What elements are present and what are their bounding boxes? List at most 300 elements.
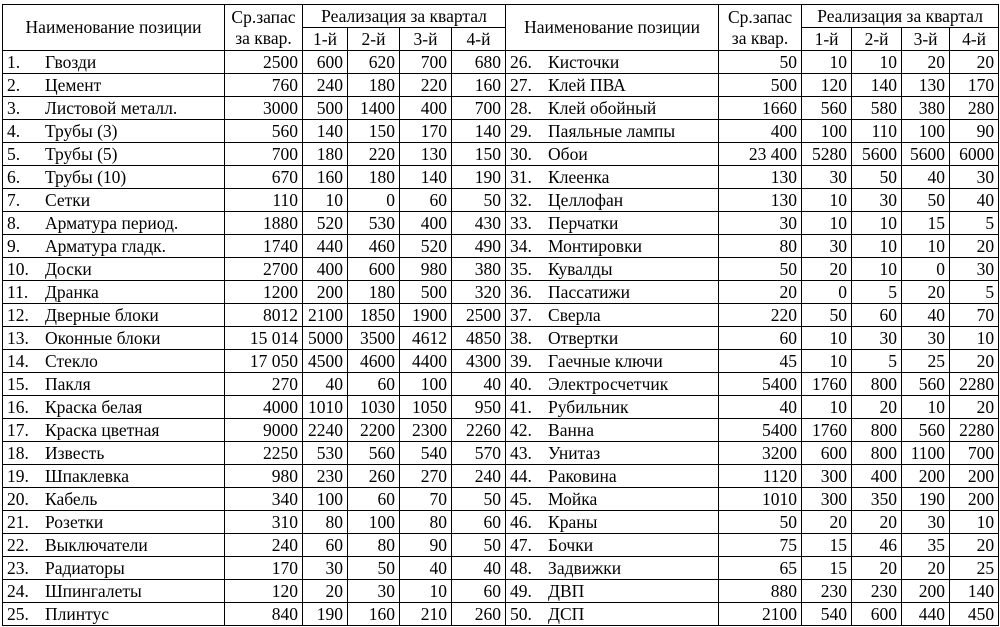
stock-cell: 65 bbox=[719, 557, 802, 580]
stock-cell: 670 bbox=[225, 166, 303, 189]
stock-cell: 3200 bbox=[719, 442, 802, 465]
item-index: 32. bbox=[510, 189, 532, 210]
quarter-3-cell: 30 bbox=[902, 327, 950, 350]
item-index: 38. bbox=[510, 327, 532, 348]
item-name-cell bbox=[3, 557, 225, 580]
table-row bbox=[3, 511, 999, 534]
item-name-cell bbox=[506, 511, 719, 534]
item-name-cell bbox=[506, 488, 719, 511]
table-row bbox=[3, 419, 999, 442]
stock-cell: 5400 bbox=[719, 373, 802, 396]
quarter-4-cell: 5 bbox=[950, 212, 999, 235]
quarter-2-cell: 30 bbox=[348, 580, 400, 603]
quarter-3-cell: 35 bbox=[902, 534, 950, 557]
stock-cell: 1660 bbox=[719, 97, 802, 120]
quarter-4-cell: 280 bbox=[950, 97, 999, 120]
quarter-3-cell: 20 bbox=[902, 281, 950, 304]
quarter-2-cell: 600 bbox=[348, 258, 400, 281]
quarter-3-cell: 500 bbox=[400, 281, 452, 304]
stock-cell: 1200 bbox=[225, 281, 303, 304]
stock-cell: 9000 bbox=[225, 419, 303, 442]
quarter-4-cell: 60 bbox=[452, 580, 506, 603]
quarter-3-cell: 1900 bbox=[400, 304, 452, 327]
item-name-cell bbox=[506, 350, 719, 373]
item-name: Плинтус bbox=[45, 603, 110, 624]
quarter-4-cell: 50 bbox=[452, 488, 506, 511]
quarter-1-cell: 4500 bbox=[303, 350, 348, 373]
table-row bbox=[3, 580, 999, 603]
stock-cell: 60 bbox=[719, 327, 802, 350]
item-index: 1. bbox=[7, 51, 21, 72]
table-row bbox=[3, 327, 999, 350]
quarter-1-cell: 60 bbox=[303, 534, 348, 557]
item-index: 23. bbox=[7, 557, 29, 578]
item-index: 39. bbox=[510, 350, 532, 371]
item-name: Обои bbox=[548, 143, 588, 164]
item-name-cell bbox=[3, 603, 225, 626]
item-name: Клей ПВА bbox=[548, 74, 626, 95]
quarter-4-cell: 700 bbox=[950, 442, 999, 465]
quarter-2-cell: 220 bbox=[348, 143, 400, 166]
item-name: Задвижки bbox=[548, 557, 622, 578]
item-index: 42. bbox=[510, 419, 532, 440]
item-index: 6. bbox=[7, 166, 21, 187]
quarter-3-cell: 400 bbox=[400, 212, 452, 235]
header-stock-line2: за квар. bbox=[235, 27, 292, 48]
item-name: Клеенка bbox=[548, 166, 610, 187]
item-index: 2. bbox=[7, 74, 21, 95]
header-q3-left: 3-й bbox=[400, 28, 452, 51]
quarter-2-cell: 80 bbox=[348, 534, 400, 557]
table-row bbox=[3, 189, 999, 212]
item-name-cell bbox=[506, 281, 719, 304]
quarter-1-cell: 160 bbox=[303, 166, 348, 189]
item-name: ДВП bbox=[548, 580, 585, 601]
item-name-cell bbox=[506, 74, 719, 97]
quarter-1-cell: 10 bbox=[802, 350, 852, 373]
quarter-2-cell: 1030 bbox=[348, 396, 400, 419]
quarter-3-cell: 20 bbox=[902, 557, 950, 580]
stock-cell: 120 bbox=[225, 580, 303, 603]
quarter-4-cell: 10 bbox=[950, 511, 999, 534]
stock-cell: 110 bbox=[225, 189, 303, 212]
quarter-4-cell: 380 bbox=[452, 258, 506, 281]
inventory-table bbox=[2, 4, 999, 626]
quarter-1-cell: 560 bbox=[802, 97, 852, 120]
item-name-cell bbox=[506, 580, 719, 603]
quarter-2-cell: 3500 bbox=[348, 327, 400, 350]
quarter-3-cell: 10 bbox=[902, 396, 950, 419]
item-name: Пассатижи bbox=[548, 281, 630, 302]
stock-cell: 30 bbox=[719, 212, 802, 235]
quarter-2-cell: 60 bbox=[348, 488, 400, 511]
table-row bbox=[3, 557, 999, 580]
item-name: Кувалды bbox=[548, 258, 613, 279]
quarter-2-cell: 150 bbox=[348, 120, 400, 143]
item-index: 35. bbox=[510, 258, 532, 279]
quarter-1-cell: 440 bbox=[303, 235, 348, 258]
table-row bbox=[3, 465, 999, 488]
quarter-2-cell: 800 bbox=[852, 373, 902, 396]
quarter-1-cell: 2100 bbox=[303, 304, 348, 327]
quarter-3-cell: 15 bbox=[902, 212, 950, 235]
table-row bbox=[3, 74, 999, 97]
item-name: Клей обойный bbox=[548, 97, 657, 118]
quarter-2-cell: 4600 bbox=[348, 350, 400, 373]
item-name-cell bbox=[3, 143, 225, 166]
item-name-cell bbox=[3, 534, 225, 557]
quarter-2-cell: 580 bbox=[852, 97, 902, 120]
item-name-cell bbox=[506, 143, 719, 166]
item-name-cell bbox=[506, 534, 719, 557]
quarter-4-cell: 240 bbox=[452, 465, 506, 488]
item-name-cell bbox=[3, 258, 225, 281]
item-name: Трубы (3) bbox=[45, 120, 118, 141]
item-name: Дверные блоки bbox=[45, 304, 159, 325]
quarter-2-cell: 1400 bbox=[348, 97, 400, 120]
item-name-cell bbox=[3, 465, 225, 488]
header-q1-left: 1-й bbox=[303, 28, 348, 51]
quarter-3-cell: 270 bbox=[400, 465, 452, 488]
header-row-top bbox=[3, 5, 999, 28]
quarter-3-cell: 90 bbox=[400, 534, 452, 557]
stock-cell: 130 bbox=[719, 189, 802, 212]
table-row bbox=[3, 304, 999, 327]
item-name-cell bbox=[3, 304, 225, 327]
header-q1-right: 1-й bbox=[802, 28, 852, 51]
item-name: Доски bbox=[45, 258, 92, 279]
item-name-cell bbox=[3, 511, 225, 534]
quarter-4-cell: 680 bbox=[452, 51, 506, 74]
quarter-1-cell: 10 bbox=[802, 212, 852, 235]
quarter-3-cell: 380 bbox=[902, 97, 950, 120]
stock-cell: 45 bbox=[719, 350, 802, 373]
quarter-3-cell: 1100 bbox=[902, 442, 950, 465]
quarter-2-cell: 230 bbox=[852, 580, 902, 603]
item-name: Краска цветная bbox=[45, 419, 160, 440]
quarter-4-cell: 20 bbox=[950, 396, 999, 419]
item-name: Гаечные ключи bbox=[548, 350, 663, 371]
quarter-2-cell: 5 bbox=[852, 350, 902, 373]
table-row bbox=[3, 258, 999, 281]
quarter-3-cell: 440 bbox=[902, 603, 950, 626]
stock-cell: 2250 bbox=[225, 442, 303, 465]
table-body bbox=[3, 51, 999, 626]
header-q4-left: 4-й bbox=[452, 28, 506, 51]
quarter-2-cell: 0 bbox=[348, 189, 400, 212]
item-index: 10. bbox=[7, 258, 29, 279]
quarter-3-cell: 520 bbox=[400, 235, 452, 258]
quarter-2-cell: 800 bbox=[852, 419, 902, 442]
item-name: Бочки bbox=[548, 534, 594, 555]
quarter-4-cell: 5 bbox=[950, 281, 999, 304]
quarter-4-cell: 140 bbox=[452, 120, 506, 143]
item-index: 13. bbox=[7, 327, 29, 348]
quarter-3-cell: 0 bbox=[902, 258, 950, 281]
item-name: Оконные блоки bbox=[45, 327, 161, 348]
item-name: Монтировки bbox=[548, 235, 642, 256]
quarter-4-cell: 50 bbox=[452, 189, 506, 212]
quarter-2-cell: 100 bbox=[348, 511, 400, 534]
table-row bbox=[3, 166, 999, 189]
quarter-3-cell: 100 bbox=[400, 373, 452, 396]
quarter-4-cell: 190 bbox=[452, 166, 506, 189]
quarter-2-cell: 50 bbox=[348, 557, 400, 580]
item-name: Электросчетчик bbox=[548, 373, 669, 394]
stock-cell: 40 bbox=[719, 396, 802, 419]
stock-cell: 500 bbox=[719, 74, 802, 97]
stock-cell: 17 050 bbox=[225, 350, 303, 373]
stock-cell: 2100 bbox=[719, 603, 802, 626]
item-name-cell bbox=[506, 212, 719, 235]
item-name: Листовой металл. bbox=[45, 97, 178, 118]
item-name-cell bbox=[506, 327, 719, 350]
quarter-3-cell: 190 bbox=[902, 488, 950, 511]
header-stock-line1: Ср.запас bbox=[727, 6, 793, 27]
quarter-2-cell: 5600 bbox=[852, 143, 902, 166]
quarter-2-cell: 1850 bbox=[348, 304, 400, 327]
item-index: 27. bbox=[510, 74, 532, 95]
item-name-cell bbox=[3, 350, 225, 373]
quarter-1-cell: 100 bbox=[303, 488, 348, 511]
item-name-cell bbox=[506, 51, 719, 74]
item-name: Кабель bbox=[45, 488, 98, 509]
quarter-1-cell: 20 bbox=[303, 580, 348, 603]
stock-cell: 560 bbox=[225, 120, 303, 143]
quarter-1-cell: 80 bbox=[303, 511, 348, 534]
quarter-4-cell: 50 bbox=[452, 534, 506, 557]
item-name-cell bbox=[3, 373, 225, 396]
item-name-cell bbox=[3, 212, 225, 235]
item-name-cell bbox=[3, 419, 225, 442]
quarter-4-cell: 4850 bbox=[452, 327, 506, 350]
stock-cell: 310 bbox=[225, 511, 303, 534]
item-index: 40. bbox=[510, 373, 532, 394]
item-name: Кисточки bbox=[548, 51, 620, 72]
stock-cell: 980 bbox=[225, 465, 303, 488]
table-row bbox=[3, 534, 999, 557]
item-name-cell bbox=[506, 97, 719, 120]
quarter-2-cell: 460 bbox=[348, 235, 400, 258]
quarter-2-cell: 20 bbox=[852, 396, 902, 419]
item-name: Известь bbox=[45, 442, 105, 463]
header-stock-line1: Ср.запас bbox=[231, 6, 296, 27]
quarter-3-cell: 560 bbox=[902, 419, 950, 442]
quarter-4-cell: 60 bbox=[452, 511, 506, 534]
stock-cell: 5400 bbox=[719, 419, 802, 442]
table-row bbox=[3, 235, 999, 258]
quarter-1-cell: 190 bbox=[303, 603, 348, 626]
table-row bbox=[3, 143, 999, 166]
quarter-4-cell: 700 bbox=[452, 97, 506, 120]
stock-cell: 23 400 bbox=[719, 143, 802, 166]
item-name: Рубильник bbox=[548, 396, 629, 417]
quarter-2-cell: 160 bbox=[348, 603, 400, 626]
stock-cell: 50 bbox=[719, 258, 802, 281]
quarter-4-cell: 20 bbox=[950, 51, 999, 74]
quarter-4-cell: 6000 bbox=[950, 143, 999, 166]
quarter-1-cell: 100 bbox=[802, 120, 852, 143]
table-row bbox=[3, 120, 999, 143]
item-name-cell bbox=[506, 419, 719, 442]
item-name: Дранка bbox=[45, 281, 99, 302]
quarter-2-cell: 600 bbox=[852, 603, 902, 626]
quarter-1-cell: 10 bbox=[802, 327, 852, 350]
quarter-2-cell: 620 bbox=[348, 51, 400, 74]
item-index: 26. bbox=[510, 51, 532, 72]
item-name: Стекло bbox=[45, 350, 98, 371]
quarter-1-cell: 30 bbox=[303, 557, 348, 580]
quarter-3-cell: 200 bbox=[902, 465, 950, 488]
item-name-cell bbox=[506, 396, 719, 419]
item-index: 5. bbox=[7, 143, 21, 164]
stock-cell: 15 014 bbox=[225, 327, 303, 350]
item-name-cell bbox=[3, 189, 225, 212]
quarter-1-cell: 1760 bbox=[802, 419, 852, 442]
header-q3-right: 3-й bbox=[902, 28, 950, 51]
quarter-1-cell: 20 bbox=[802, 511, 852, 534]
item-name-cell bbox=[506, 166, 719, 189]
quarter-1-cell: 500 bbox=[303, 97, 348, 120]
item-name-cell bbox=[3, 580, 225, 603]
item-name-cell bbox=[3, 327, 225, 350]
stock-cell: 80 bbox=[719, 235, 802, 258]
stock-cell: 8012 bbox=[225, 304, 303, 327]
item-name-cell bbox=[3, 396, 225, 419]
quarter-3-cell: 210 bbox=[400, 603, 452, 626]
quarter-2-cell: 30 bbox=[852, 327, 902, 350]
quarter-4-cell: 490 bbox=[452, 235, 506, 258]
item-index: 29. bbox=[510, 120, 532, 141]
stock-cell: 840 bbox=[225, 603, 303, 626]
quarter-3-cell: 80 bbox=[400, 511, 452, 534]
quarter-4-cell: 40 bbox=[452, 373, 506, 396]
header-name-left: Наименование позиции bbox=[3, 5, 225, 51]
quarter-2-cell: 530 bbox=[348, 212, 400, 235]
quarter-4-cell: 450 bbox=[950, 603, 999, 626]
item-name-cell bbox=[506, 258, 719, 281]
item-index: 15. bbox=[7, 373, 29, 394]
quarter-3-cell: 40 bbox=[902, 304, 950, 327]
item-name: Перчатки bbox=[548, 212, 619, 233]
quarter-1-cell: 300 bbox=[802, 465, 852, 488]
table-row bbox=[3, 603, 999, 626]
header-q2-left: 2-й bbox=[348, 28, 400, 51]
quarter-3-cell: 540 bbox=[400, 442, 452, 465]
item-name-cell bbox=[506, 442, 719, 465]
stock-cell: 700 bbox=[225, 143, 303, 166]
item-index: 49. bbox=[510, 580, 532, 601]
item-index: 12. bbox=[7, 304, 29, 325]
quarter-2-cell: 10 bbox=[852, 51, 902, 74]
quarter-4-cell: 430 bbox=[452, 212, 506, 235]
item-name-cell bbox=[506, 120, 719, 143]
stock-cell: 400 bbox=[719, 120, 802, 143]
quarter-1-cell: 120 bbox=[802, 74, 852, 97]
quarter-2-cell: 10 bbox=[852, 212, 902, 235]
quarter-1-cell: 10 bbox=[802, 396, 852, 419]
quarter-1-cell: 400 bbox=[303, 258, 348, 281]
item-index: 20. bbox=[7, 488, 29, 509]
quarter-1-cell: 240 bbox=[303, 74, 348, 97]
item-name: Арматура период. bbox=[45, 212, 179, 233]
quarter-2-cell: 180 bbox=[348, 281, 400, 304]
quarter-2-cell: 560 bbox=[348, 442, 400, 465]
item-name: Трубы (5) bbox=[45, 143, 118, 164]
stock-cell: 2700 bbox=[225, 258, 303, 281]
quarter-4-cell: 200 bbox=[950, 465, 999, 488]
quarter-1-cell: 530 bbox=[303, 442, 348, 465]
stock-cell: 270 bbox=[225, 373, 303, 396]
item-name-cell bbox=[3, 488, 225, 511]
quarter-3-cell: 40 bbox=[902, 166, 950, 189]
quarter-3-cell: 200 bbox=[902, 580, 950, 603]
quarter-4-cell: 70 bbox=[950, 304, 999, 327]
quarter-4-cell: 4300 bbox=[452, 350, 506, 373]
item-name-cell bbox=[506, 304, 719, 327]
quarter-3-cell: 25 bbox=[902, 350, 950, 373]
quarter-3-cell: 70 bbox=[400, 488, 452, 511]
stock-cell: 240 bbox=[225, 534, 303, 557]
item-name: Сверла bbox=[548, 304, 601, 325]
quarter-1-cell: 0 bbox=[802, 281, 852, 304]
quarter-3-cell: 220 bbox=[400, 74, 452, 97]
header-stock-left bbox=[225, 5, 303, 51]
quarter-1-cell: 5000 bbox=[303, 327, 348, 350]
table-row bbox=[3, 212, 999, 235]
quarter-1-cell: 600 bbox=[303, 51, 348, 74]
quarter-1-cell: 1010 bbox=[303, 396, 348, 419]
quarter-1-cell: 15 bbox=[802, 534, 852, 557]
item-index: 19. bbox=[7, 465, 29, 486]
item-index: 14. bbox=[7, 350, 29, 371]
quarter-4-cell: 160 bbox=[452, 74, 506, 97]
quarter-2-cell: 110 bbox=[852, 120, 902, 143]
quarter-1-cell: 520 bbox=[303, 212, 348, 235]
item-name-cell bbox=[506, 603, 719, 626]
quarter-3-cell: 560 bbox=[902, 373, 950, 396]
quarter-2-cell: 2200 bbox=[348, 419, 400, 442]
item-index: 47. bbox=[510, 534, 532, 555]
quarter-3-cell: 2300 bbox=[400, 419, 452, 442]
stock-cell: 20 bbox=[719, 281, 802, 304]
item-name: Выключатели bbox=[45, 534, 148, 555]
table-row bbox=[3, 373, 999, 396]
quarter-3-cell: 140 bbox=[400, 166, 452, 189]
item-name: Паяльные лампы bbox=[548, 120, 676, 141]
stock-cell: 880 bbox=[719, 580, 802, 603]
quarter-3-cell: 4612 bbox=[400, 327, 452, 350]
item-name-cell bbox=[506, 557, 719, 580]
stock-cell: 220 bbox=[719, 304, 802, 327]
quarter-4-cell: 950 bbox=[452, 396, 506, 419]
header-q4-right: 4-й bbox=[950, 28, 999, 51]
quarter-4-cell: 30 bbox=[950, 258, 999, 281]
quarter-3-cell: 5600 bbox=[902, 143, 950, 166]
table-row bbox=[3, 281, 999, 304]
item-name: Радиаторы bbox=[45, 557, 125, 578]
quarter-4-cell: 20 bbox=[950, 235, 999, 258]
stock-cell: 760 bbox=[225, 74, 303, 97]
item-name: Трубы (10) bbox=[45, 166, 127, 187]
header-realization-left: Реализация за квартал bbox=[303, 5, 506, 28]
table-row bbox=[3, 51, 999, 74]
quarter-2-cell: 10 bbox=[852, 258, 902, 281]
item-name-cell bbox=[3, 166, 225, 189]
quarter-2-cell: 60 bbox=[852, 304, 902, 327]
quarter-3-cell: 980 bbox=[400, 258, 452, 281]
item-name-cell bbox=[3, 235, 225, 258]
